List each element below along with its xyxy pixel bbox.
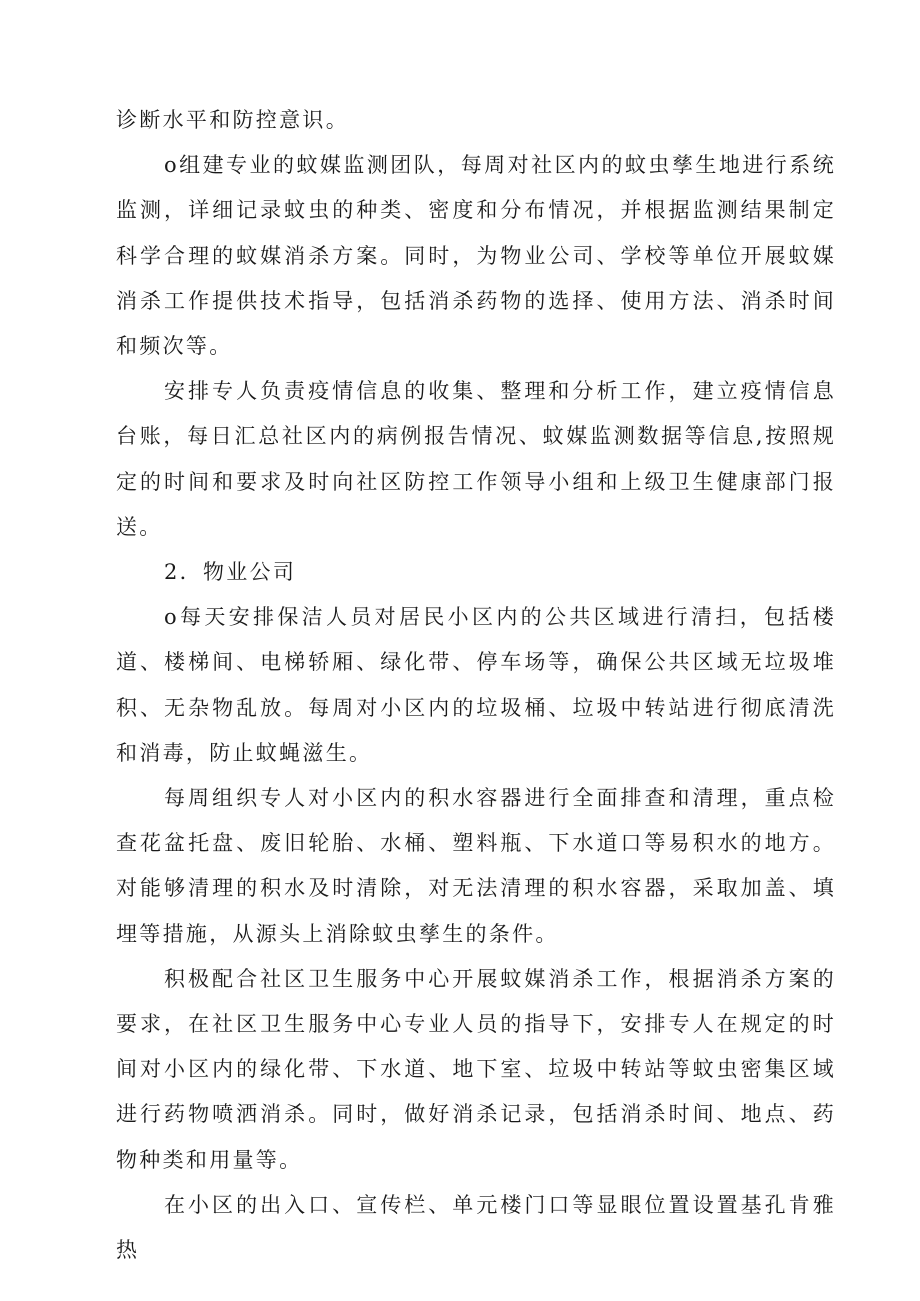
paragraph-epidemic-info: 安排专人负责疫情信息的收集、整理和分析工作，建立疫情信息台账，每日汇总社区内的病例报告情况、蚊媒监测数据等信息,按照规定的时间和要求及时向社区防控工作领导小组和上级卫生健康部门报送。: [116, 379, 836, 539]
paragraph-mosquito-monitoring: o组建专业的蚊媒监测团队，每周对社区内的蚊虫孳生地进行系统监测，详细记录蚊虫的种类、密度和分布情况，并根据监测结果制定科学合理的蚊媒消杀方案。同时，为物业公司、学校等单位开展蚊媒消杀工作提供技术指导，包括消杀药物的选择、使用方法、消杀时间和频次等。: [116, 153, 836, 359]
document-body: [116, 98, 836, 1273]
section-heading-property-company: 2．物业公司: [164, 560, 297, 585]
paragraph-continuation: 诊断水平和防控意识。: [116, 108, 349, 132]
paragraph-signage: 在小区的出入口、宣传栏、单元楼门口等显眼位置设置基孔肯雅热: [116, 1192, 836, 1263]
paragraph-daily-cleaning: o每天安排保洁人员对居民小区内的公共区域进行清扫，包括楼道、楼梯间、电梯轿厢、绿化带、停车场等，确保公共区域无垃圾堆积、无杂物乱放。每周对小区内的垃圾桶、垃圾中转站进行彻底清洗和消毒，防止蚊蝇滋生。: [116, 605, 836, 765]
paragraph-water-containers: 每周组织专人对小区内的积水容器进行全面排查和清理，重点检查花盆托盘、废旧轮胎、水桶、塑料瓶、下水道口等易积水的地方。对能够清理的积水及时清除，对无法清理的积水容器，采取加盖、填埋等措施，从源头上消除蚊虫孳生的条件。: [116, 786, 836, 946]
paragraph-disinfection: 积极配合社区卫生服务中心开展蚊媒消杀工作，根据消杀方案的要求，在社区卫生服务中心专业人员的指导下，安排专人在规定的时间对小区内的绿化带、下水道、地下室、垃圾中转站等蚊虫密集区域进行药物喷洒消杀。同时，做好消杀记录，包括消杀时间、地点、药物种类和用量等。: [116, 966, 836, 1172]
